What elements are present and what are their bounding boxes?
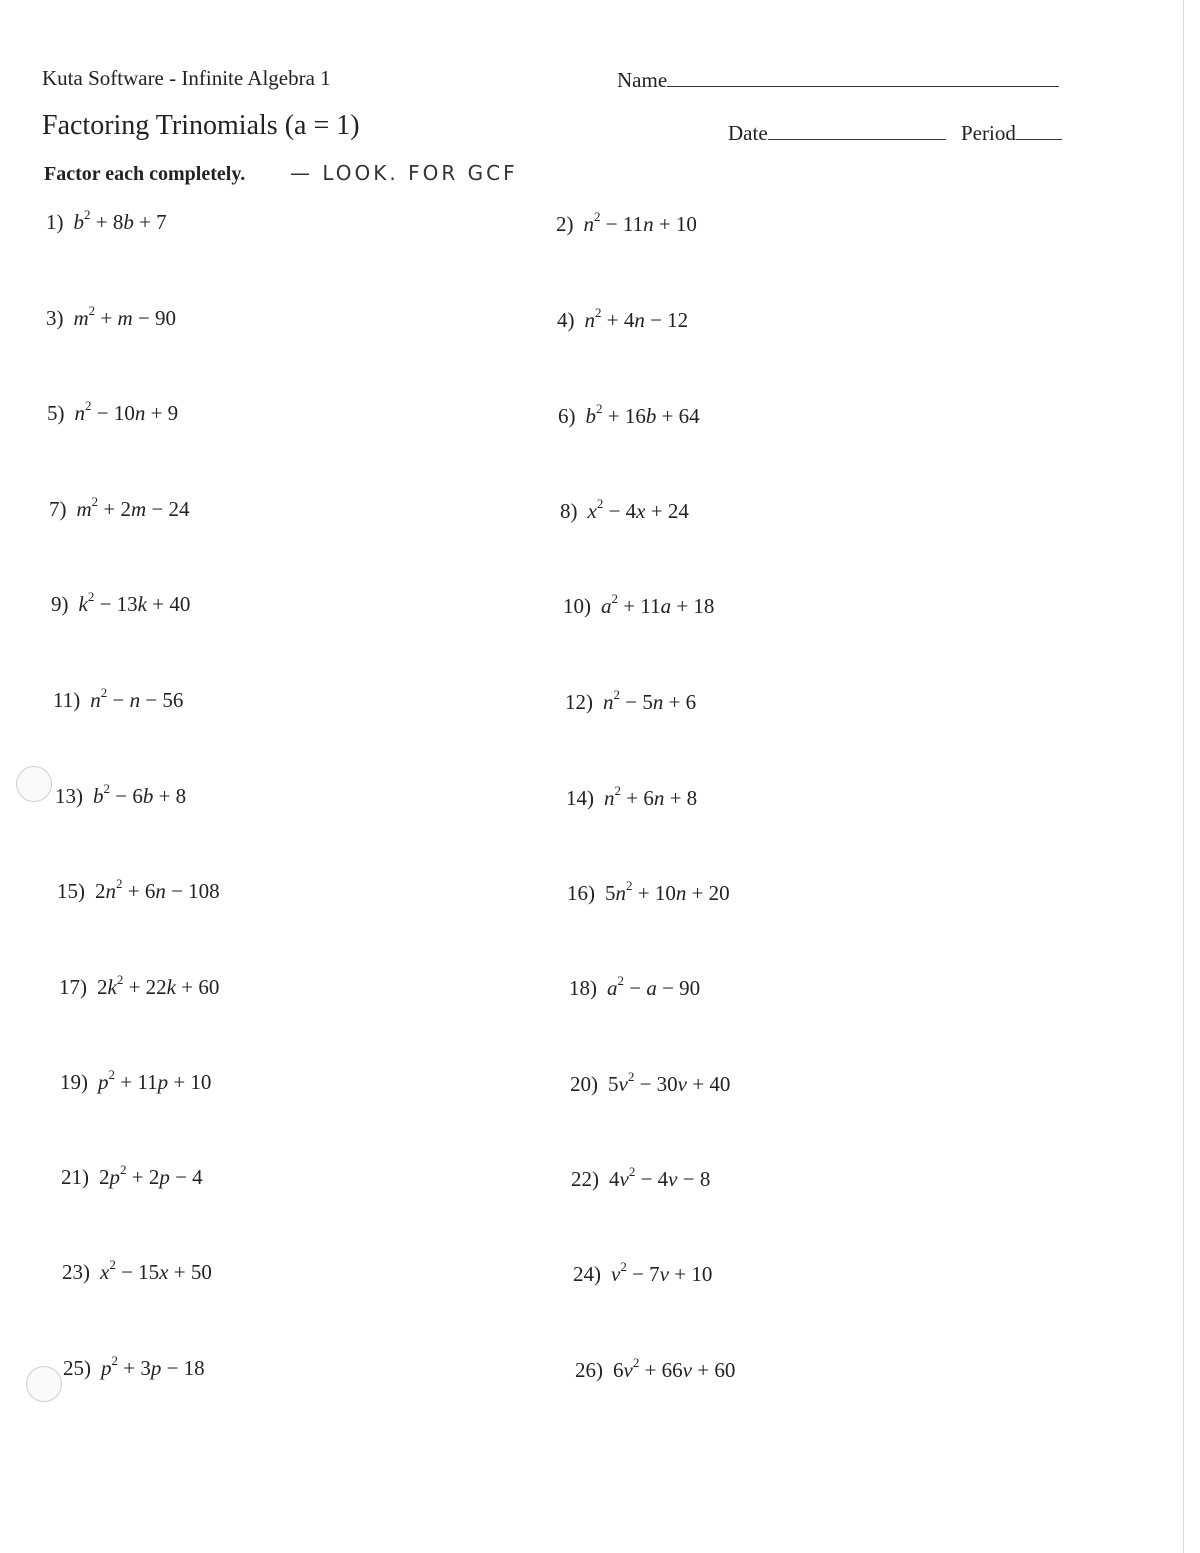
problem-item	[46, 303, 177, 331]
problem-expression: $2n^2 + 6n - 108$	[95, 876, 220, 903]
problem-number: 9)	[51, 592, 69, 616]
problem-item	[46, 207, 167, 235]
problem-item	[556, 209, 697, 237]
problem-number: 13)	[55, 784, 83, 808]
problem-item	[59, 972, 220, 1000]
problem-item	[563, 591, 715, 619]
name-field[interactable]	[617, 68, 1059, 93]
period-label: Period	[961, 121, 1016, 145]
problem-expression: $b^2 + 8b + 7$	[73, 207, 167, 234]
problem-item	[63, 1353, 205, 1381]
problem-item	[573, 1259, 713, 1287]
problem-expression: $n^2 + 6n + 8$	[604, 783, 698, 810]
problem-number: 2)	[556, 212, 574, 236]
problem-expression: $n^2 - 11n + 10$	[583, 209, 697, 236]
problem-expression: $v^2 - 7v + 10$	[611, 1259, 713, 1286]
problem-expression: $5n^2 + 10n + 20$	[605, 878, 730, 905]
problem-item	[62, 1257, 212, 1285]
problem-expression: $6v^2 + 66v + 60$	[613, 1355, 736, 1382]
binder-hole	[26, 1366, 62, 1402]
problem-expression: $2p^2 + 2p - 4$	[99, 1162, 203, 1189]
period-blank-line[interactable]	[1016, 138, 1062, 140]
problem-number: 8)	[560, 499, 578, 523]
name-blank-line[interactable]	[667, 85, 1059, 87]
problem-expression: $p^2 + 11p + 10$	[98, 1067, 212, 1094]
problem-item	[565, 687, 697, 715]
problem-number: 24)	[573, 1262, 601, 1286]
problem-item	[51, 589, 191, 617]
problem-expression: $n^2 + 4n - 12$	[584, 305, 689, 332]
problem-expression: $m^2 + 2m - 24$	[76, 494, 190, 521]
date-field[interactable]	[728, 121, 946, 146]
problem-number: 15)	[57, 879, 85, 903]
handwritten-note: — LOOK. FOR GCF	[290, 161, 518, 185]
problem-item	[570, 1069, 731, 1097]
problem-item	[60, 1067, 212, 1095]
problem-number: 14)	[566, 786, 594, 810]
problem-expression: $5v^2 - 30v + 40$	[608, 1069, 731, 1096]
name-label: Name	[617, 68, 668, 92]
publisher-line: Kuta Software - Infinite Algebra 1	[42, 66, 331, 90]
problem-number: 19)	[60, 1070, 88, 1094]
page-title: Factoring Trinomials (a = 1)	[42, 110, 360, 141]
problem-item	[61, 1162, 203, 1190]
period-field[interactable]	[961, 121, 1062, 146]
problem-number: 11)	[53, 688, 81, 712]
problem-expression: $x^2 - 4x + 24$	[587, 496, 689, 523]
instructions-text: Factor each completely.	[44, 163, 246, 185]
binder-hole	[16, 766, 52, 802]
problem-item	[558, 401, 700, 429]
problem-expression: $n^2 - 5n + 6$	[603, 687, 697, 714]
problem-number: 26)	[575, 1358, 603, 1382]
problem-item	[49, 494, 190, 522]
problem-expression: $x^2 - 15x + 50$	[100, 1257, 212, 1284]
problem-item	[566, 783, 698, 811]
problem-expression: $b^2 + 16b + 64$	[585, 401, 700, 428]
problem-number: 22)	[571, 1167, 599, 1191]
problem-item	[569, 973, 701, 1001]
problem-expression: $2k^2 + 22k + 60$	[97, 972, 220, 999]
problem-number: 5)	[47, 401, 65, 425]
problem-number: 21)	[61, 1165, 89, 1189]
problem-item	[47, 398, 179, 426]
problem-number: 23)	[62, 1260, 90, 1284]
date-label: Date	[728, 121, 768, 145]
scan-edge-line	[1183, 0, 1184, 1553]
problem-number: 6)	[558, 404, 576, 428]
problem-expression: $a^2 - a - 90$	[607, 973, 701, 1000]
problem-number: 10)	[563, 594, 591, 618]
problem-expression: $n^2 - 10n + 9$	[74, 398, 179, 425]
problem-item	[557, 305, 689, 333]
problem-item	[55, 781, 187, 809]
problem-expression: $b^2 - 6b + 8$	[93, 781, 187, 808]
problem-expression: $n^2 - n - 56$	[90, 685, 184, 712]
date-blank-line[interactable]	[768, 138, 946, 140]
problem-number: 17)	[59, 975, 87, 999]
problem-item	[575, 1355, 736, 1383]
problem-number: 18)	[569, 976, 597, 1000]
problem-item	[571, 1164, 711, 1192]
problem-item	[560, 496, 689, 524]
problem-number: 3)	[46, 306, 64, 330]
problem-number: 12)	[565, 690, 593, 714]
problem-item	[53, 685, 184, 713]
problem-expression: $m^2 + m - 90$	[73, 303, 177, 330]
problem-number: 25)	[63, 1356, 91, 1380]
problem-number: 4)	[557, 308, 575, 332]
problem-number: 1)	[46, 210, 64, 234]
problem-expression: $k^2 - 13k + 40$	[78, 589, 191, 616]
problem-number: 16)	[567, 881, 595, 905]
problem-item	[57, 876, 220, 904]
problem-expression: $a^2 + 11a + 18$	[601, 591, 715, 618]
problem-number: 7)	[49, 497, 67, 521]
problem-item	[567, 878, 730, 906]
problem-expression: $4v^2 - 4v - 8$	[609, 1164, 711, 1191]
problem-expression: $p^2 + 3p - 18$	[101, 1353, 205, 1380]
problem-number: 20)	[570, 1072, 598, 1096]
